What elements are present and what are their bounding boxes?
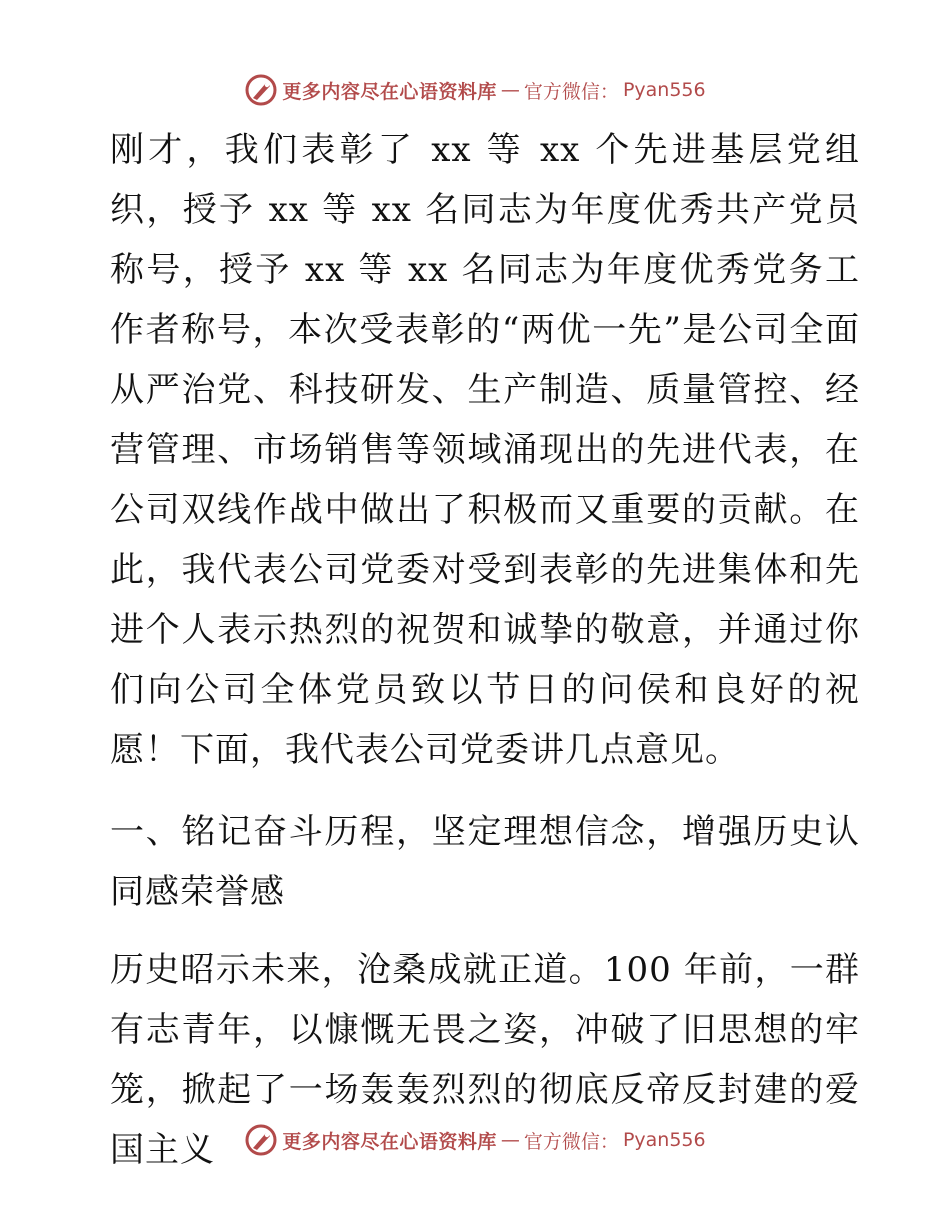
paragraph-history: 历史昭示未来，沧桑成就正道。100 年前，一群有志青年，以慷慨无畏之姿，冲破了旧思想的牢笼，掀起了一场轰轰烈烈的彻底反帝反封建的爱国主义	[110, 950, 860, 1170]
header-separator: —	[500, 79, 520, 101]
header-site-text: 更多内容尽在心语资料库	[282, 80, 497, 103]
footer-separator: —	[500, 1129, 520, 1151]
header-wechat-id: Pyan556	[622, 79, 706, 101]
page-footer	[0, 1120, 950, 1160]
pen-nib-circle-icon	[244, 1123, 278, 1157]
footer-banner	[244, 1123, 705, 1157]
footer-site-text: 更多内容尽在心语资料库	[282, 1130, 497, 1153]
pen-nib-circle-icon	[244, 73, 278, 107]
section-heading-1: 一、铭记奋斗历程，坚定理想信念，增强历史认同感荣誉感	[110, 812, 860, 912]
footer-wechat-id: Pyan556	[622, 1129, 706, 1151]
footer-wechat-label: 官方微信：	[523, 1130, 619, 1153]
header-banner	[244, 73, 705, 107]
paragraph-intro: 刚才，我们表彰了 xx 等 xx 个先进基层党组织，授予 xx 等 xx 名同志为年度优秀共产党员称号，授予 xx 等 xx 名同志为年度优秀党务工作者称号，本次受表彰的“两优一先”是公司全面从严治党、科技研发、生产制造、质量管控、经营管理、市场销售等领域涌现出的先进代表，在公司双线作战中做出了积极而又重要的贡献。在此，我代表公司党委对受到表彰的先进集体和先进个人表示热烈的祝贺和诚挚的敬意，并通过你们向公司全体党员致以节日的问侯和良好的祝愿！下面，我代表公司党委讲几点意见。	[110, 130, 860, 770]
header-wechat-label: 官方微信：	[523, 80, 619, 103]
page-header	[0, 70, 950, 110]
document-body	[98, 120, 860, 1180]
